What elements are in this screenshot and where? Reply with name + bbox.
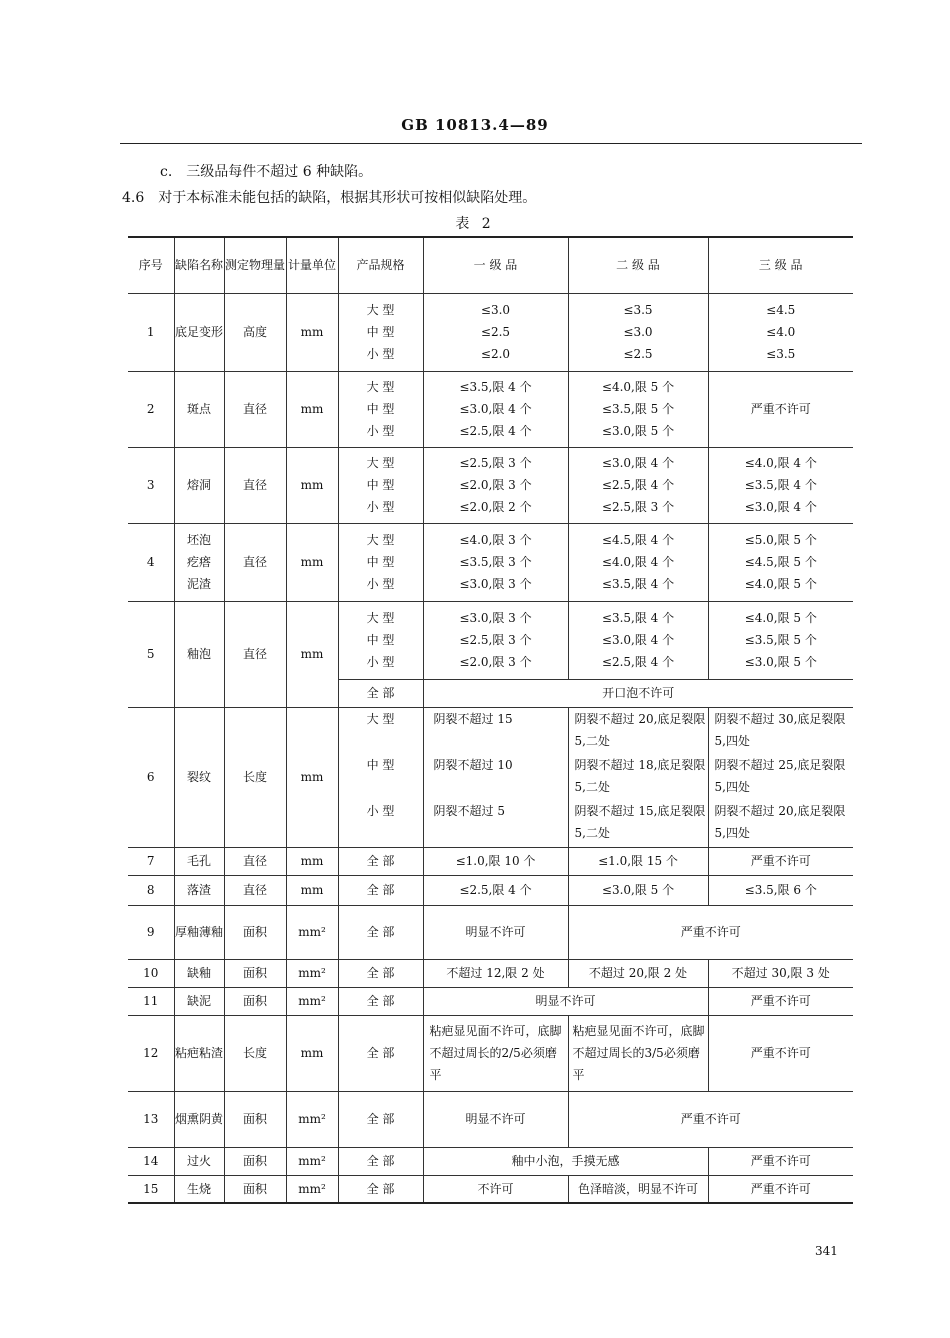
cell: 1	[128, 293, 174, 371]
cell	[708, 523, 853, 601]
value: ≤2.5,限 3 个	[601, 500, 675, 514]
size-label: 大 型	[366, 533, 395, 547]
cell: 粘疤显见面不许可，底脚不超过周长的2/5必须磨平	[423, 1015, 568, 1091]
cell	[423, 371, 568, 447]
cell: 严重不许可	[708, 847, 853, 875]
value: 阴裂不超过 20,底足裂限 5,四处	[714, 804, 846, 840]
value: ≤2.0,限 3 个	[459, 655, 532, 669]
cell: 直径	[224, 875, 286, 905]
cell: 直径	[224, 601, 286, 707]
cell: 全 部	[338, 959, 423, 987]
value: ≤2.5,限 3 个	[459, 633, 532, 647]
value: ≤3.0,限 3 个	[459, 611, 532, 625]
cell: 严重不许可	[708, 1015, 853, 1091]
cell: mm²	[286, 905, 338, 959]
value: ≤4.0,限 4 个	[601, 555, 675, 569]
cell: mm	[286, 875, 338, 905]
cell: 直径	[224, 523, 286, 601]
cell: 过火	[174, 1147, 224, 1175]
cell: 缺釉	[174, 959, 224, 987]
cell: 不超过 12,限 2 处	[423, 959, 568, 987]
value: ≤2.5	[480, 325, 511, 339]
value: 阴裂不超过 15	[433, 712, 513, 726]
cell: 面积	[224, 987, 286, 1015]
value: ≤2.5	[623, 347, 653, 361]
cell: mm	[286, 707, 338, 847]
cell: 全 部	[338, 987, 423, 1015]
cell: 釉泡	[174, 601, 224, 707]
size-label: 小 型	[366, 577, 395, 591]
cell: 严重不许可	[708, 1175, 853, 1203]
cell: 面积	[224, 959, 286, 987]
clause-c: c. 三级品每件不超过 6 种缺陷。	[160, 164, 373, 180]
value: 阴裂不超过 25,底足裂限 5,四处	[714, 758, 846, 794]
cell: 不许可	[423, 1175, 568, 1203]
page-number: 341	[815, 1244, 838, 1258]
cell: mm²	[286, 1175, 338, 1203]
value: 阴裂不超过 15,底足裂限 5,二处	[574, 804, 706, 840]
cell: 直径	[224, 847, 286, 875]
size-label: 中 型	[366, 402, 395, 416]
size-label: 中 型	[366, 478, 395, 492]
value: ≤3.0	[480, 303, 511, 317]
table-row	[128, 959, 853, 987]
value: ≤3.5,限 4 个	[744, 478, 817, 492]
size-label: 小 型	[366, 804, 395, 818]
value: ≤4.0,限 5 个	[744, 611, 817, 625]
cell: 严重不许可	[708, 1147, 853, 1175]
table-row	[128, 1091, 853, 1147]
table-row	[128, 707, 853, 847]
table-row	[128, 1147, 853, 1175]
cell: 粘疤粘渣	[174, 1015, 224, 1091]
cell: 严重不许可	[708, 371, 853, 447]
value: 阴裂不超过 30,底足裂限 5,四处	[714, 712, 846, 748]
cell: 5	[128, 601, 174, 707]
cell: 斑点	[174, 371, 224, 447]
cell: mm	[286, 447, 338, 523]
cell: mm	[286, 847, 338, 875]
value: ≤3.5	[766, 347, 796, 361]
cell: 10	[128, 959, 174, 987]
cell: 毛孔	[174, 847, 224, 875]
table-row	[128, 905, 853, 959]
cell: 全 部	[338, 1015, 423, 1091]
value: ≤3.0,限 5 个	[744, 655, 817, 669]
cell	[568, 293, 708, 371]
cell: 全 部	[338, 875, 423, 905]
value: ≤4.0,限 5 个	[744, 577, 817, 591]
value: ≤4.0	[766, 325, 796, 339]
cell: 色泽暗淡，明显不许可	[568, 1175, 708, 1203]
cell: mm²	[286, 1147, 338, 1175]
cell: 7	[128, 847, 174, 875]
value: ≤3.5,限 5 个	[601, 402, 675, 416]
value: ≤4.5,限 5 个	[744, 555, 817, 569]
cell: 明显不许可	[423, 905, 568, 959]
col-header: 计量单位	[286, 237, 338, 293]
value: 阴裂不超过 18,底足裂限 5,二处	[574, 758, 706, 794]
value: ≤2.0	[480, 347, 511, 361]
col-header: 三 级 品	[708, 237, 853, 293]
cell: 长度	[224, 1015, 286, 1091]
size-label: 小 型	[366, 500, 395, 514]
table-row	[128, 987, 853, 1015]
cell	[568, 523, 708, 601]
value: ≤4.5,限 4 个	[601, 533, 675, 547]
cell	[423, 293, 568, 371]
value: ≤2.5,限 4 个	[601, 655, 675, 669]
size-label: 大 型	[366, 712, 395, 726]
value: ≤3.0,限 4 个	[601, 456, 675, 470]
size-label: 大 型	[366, 380, 395, 394]
size-label: 小 型	[366, 655, 395, 669]
cell: 全 部	[338, 847, 423, 875]
col-header: 缺陷名称	[174, 237, 224, 293]
size-label: 中 型	[366, 325, 395, 339]
cell: 裂纹	[174, 707, 224, 847]
cell: 3	[128, 447, 174, 523]
cell	[423, 601, 568, 679]
cell: 全 部	[338, 905, 423, 959]
size-label: 大 型	[366, 611, 395, 625]
cell: 面积	[224, 1175, 286, 1203]
standard-header: GB 10813.4—89	[401, 116, 549, 134]
col-header: 序号	[128, 237, 174, 293]
value: ≤3.5,限 3 个	[459, 555, 532, 569]
cell: 面积	[224, 1147, 286, 1175]
clause-4-6: 4.6 对于本标准未能包括的缺陷，根据其形状可按相似缺陷处理。	[122, 190, 537, 206]
cell	[708, 293, 853, 371]
cell: 底足变形	[174, 293, 224, 371]
cell: 生烧	[174, 1175, 224, 1203]
value: ≤3.5	[623, 303, 653, 317]
cell: ≤1.0,限 10 个	[423, 847, 568, 875]
size-label: 中 型	[366, 758, 395, 772]
cell: 15	[128, 1175, 174, 1203]
cell: mm²	[286, 987, 338, 1015]
table-row	[128, 601, 853, 679]
cell	[708, 601, 853, 679]
cell: 全 部	[338, 1091, 423, 1147]
cell: 6	[128, 707, 174, 847]
cell: 12	[128, 1015, 174, 1091]
value: ≤4.0,限 4 个	[744, 456, 817, 470]
cell: 严重不许可	[568, 905, 853, 959]
cell: 直径	[224, 447, 286, 523]
value: ≤2.5,限 3 个	[459, 456, 532, 470]
cell: mm	[286, 523, 338, 601]
cell: mm²	[286, 1091, 338, 1147]
cell: mm	[286, 371, 338, 447]
cell: 全 部	[338, 1147, 423, 1175]
cell: 严重不许可	[708, 987, 853, 1015]
cell: 14	[128, 1147, 174, 1175]
cell: 面积	[224, 905, 286, 959]
cell: ≤1.0,限 15 个	[568, 847, 708, 875]
cell: mm	[286, 293, 338, 371]
size-label: 大 型	[366, 303, 395, 317]
table-caption: 表 2	[455, 216, 495, 232]
cell	[708, 707, 853, 847]
cell: 2	[128, 371, 174, 447]
table-header-row	[128, 237, 853, 293]
cell: 全 部	[338, 679, 423, 707]
cell: 高度	[224, 293, 286, 371]
cell: 面积	[224, 1091, 286, 1147]
value: ≤5.0,限 5 个	[744, 533, 817, 547]
cell: mm	[286, 1015, 338, 1091]
cell: 严重不许可	[568, 1091, 853, 1147]
size-label: 中 型	[366, 555, 395, 569]
cell: 熔洞	[174, 447, 224, 523]
col-header: 测定物理量	[224, 237, 286, 293]
value: ≤4.0,限 5 个	[601, 380, 675, 394]
cell	[568, 707, 708, 847]
size-label: 中 型	[366, 633, 395, 647]
value: ≤2.0,限 2 个	[459, 500, 532, 514]
cell: 明显不许可	[423, 987, 708, 1015]
cell: 明显不许可	[423, 1091, 568, 1147]
size-label: 小 型	[366, 424, 395, 438]
cell: mm	[286, 601, 338, 707]
value: ≤3.0,限 5 个	[601, 424, 675, 438]
cell	[568, 601, 708, 679]
value: ≤3.0,限 3 个	[459, 577, 532, 591]
cell: 釉中小泡，手摸无感	[423, 1147, 708, 1175]
defect-table	[128, 236, 853, 1204]
value: 阴裂不超过 20,底足裂限 5,二处	[574, 712, 706, 748]
value: ≤3.5,限 5 个	[744, 633, 817, 647]
size-label: 小 型	[366, 347, 395, 361]
value: ≤3.5,限 4 个	[459, 380, 532, 394]
cell	[174, 523, 224, 601]
value: 阴裂不超过 10	[433, 758, 513, 772]
value: ≤4.5	[766, 303, 796, 317]
cell: 13	[128, 1091, 174, 1147]
cell: 11	[128, 987, 174, 1015]
defect-name: 坯泡	[186, 533, 211, 547]
cell: 开口泡不许可	[423, 679, 853, 707]
cell	[338, 523, 423, 601]
value: ≤3.5,限 4 个	[601, 577, 675, 591]
cell: 不超过 20,限 2 处	[568, 959, 708, 987]
value: 阴裂不超过 5	[433, 804, 505, 818]
cell	[423, 447, 568, 523]
cell: 直径	[224, 371, 286, 447]
cell: 落渣	[174, 875, 224, 905]
table-row	[128, 447, 853, 523]
table-row	[128, 847, 853, 875]
cell: 长度	[224, 707, 286, 847]
cell	[338, 293, 423, 371]
cell	[338, 447, 423, 523]
table-row	[128, 1175, 853, 1203]
value: ≤4.0,限 3 个	[459, 533, 532, 547]
value: ≤3.5,限 4 个	[601, 611, 675, 625]
value: ≤3.0,限 4 个	[601, 633, 675, 647]
cell	[568, 447, 708, 523]
table-row	[128, 293, 853, 371]
cell	[338, 601, 423, 679]
value: ≤3.0,限 4 个	[459, 402, 532, 416]
value: ≤3.0,限 4 个	[744, 500, 817, 514]
cell: ≤2.5,限 4 个	[423, 875, 568, 905]
cell	[708, 447, 853, 523]
col-header: 一 级 品	[423, 237, 568, 293]
cell	[423, 707, 568, 847]
value: ≤2.0,限 3 个	[459, 478, 532, 492]
cell	[423, 523, 568, 601]
cell: 全 部	[338, 1175, 423, 1203]
defect-name: 疙瘩	[186, 555, 211, 569]
cell: 9	[128, 905, 174, 959]
cell: 厚釉薄釉	[174, 905, 224, 959]
cell: 4	[128, 523, 174, 601]
value: ≤2.5,限 4 个	[459, 424, 532, 438]
cell	[568, 371, 708, 447]
cell: 粘疤显见面不许可，底脚不超过周长的3/5必须磨平	[568, 1015, 708, 1091]
size-label: 大 型	[366, 456, 395, 470]
cell: 8	[128, 875, 174, 905]
value: ≤2.5,限 4 个	[601, 478, 675, 492]
cell: 烟熏阴黄	[174, 1091, 224, 1147]
header-rule	[120, 143, 862, 144]
value: ≤3.0	[623, 325, 653, 339]
table-row	[128, 371, 853, 447]
col-header: 二 级 品	[568, 237, 708, 293]
cell	[338, 371, 423, 447]
cell: mm²	[286, 959, 338, 987]
defect-name: 泥渣	[186, 577, 211, 591]
col-header: 产品规格	[338, 237, 423, 293]
table-row	[128, 523, 853, 601]
cell: 缺泥	[174, 987, 224, 1015]
table-row	[128, 1015, 853, 1091]
cell: ≤3.5,限 6 个	[708, 875, 853, 905]
cell	[338, 707, 423, 847]
cell: 不超过 30,限 3 处	[708, 959, 853, 987]
cell: ≤3.0,限 5 个	[568, 875, 708, 905]
table-row	[128, 875, 853, 905]
